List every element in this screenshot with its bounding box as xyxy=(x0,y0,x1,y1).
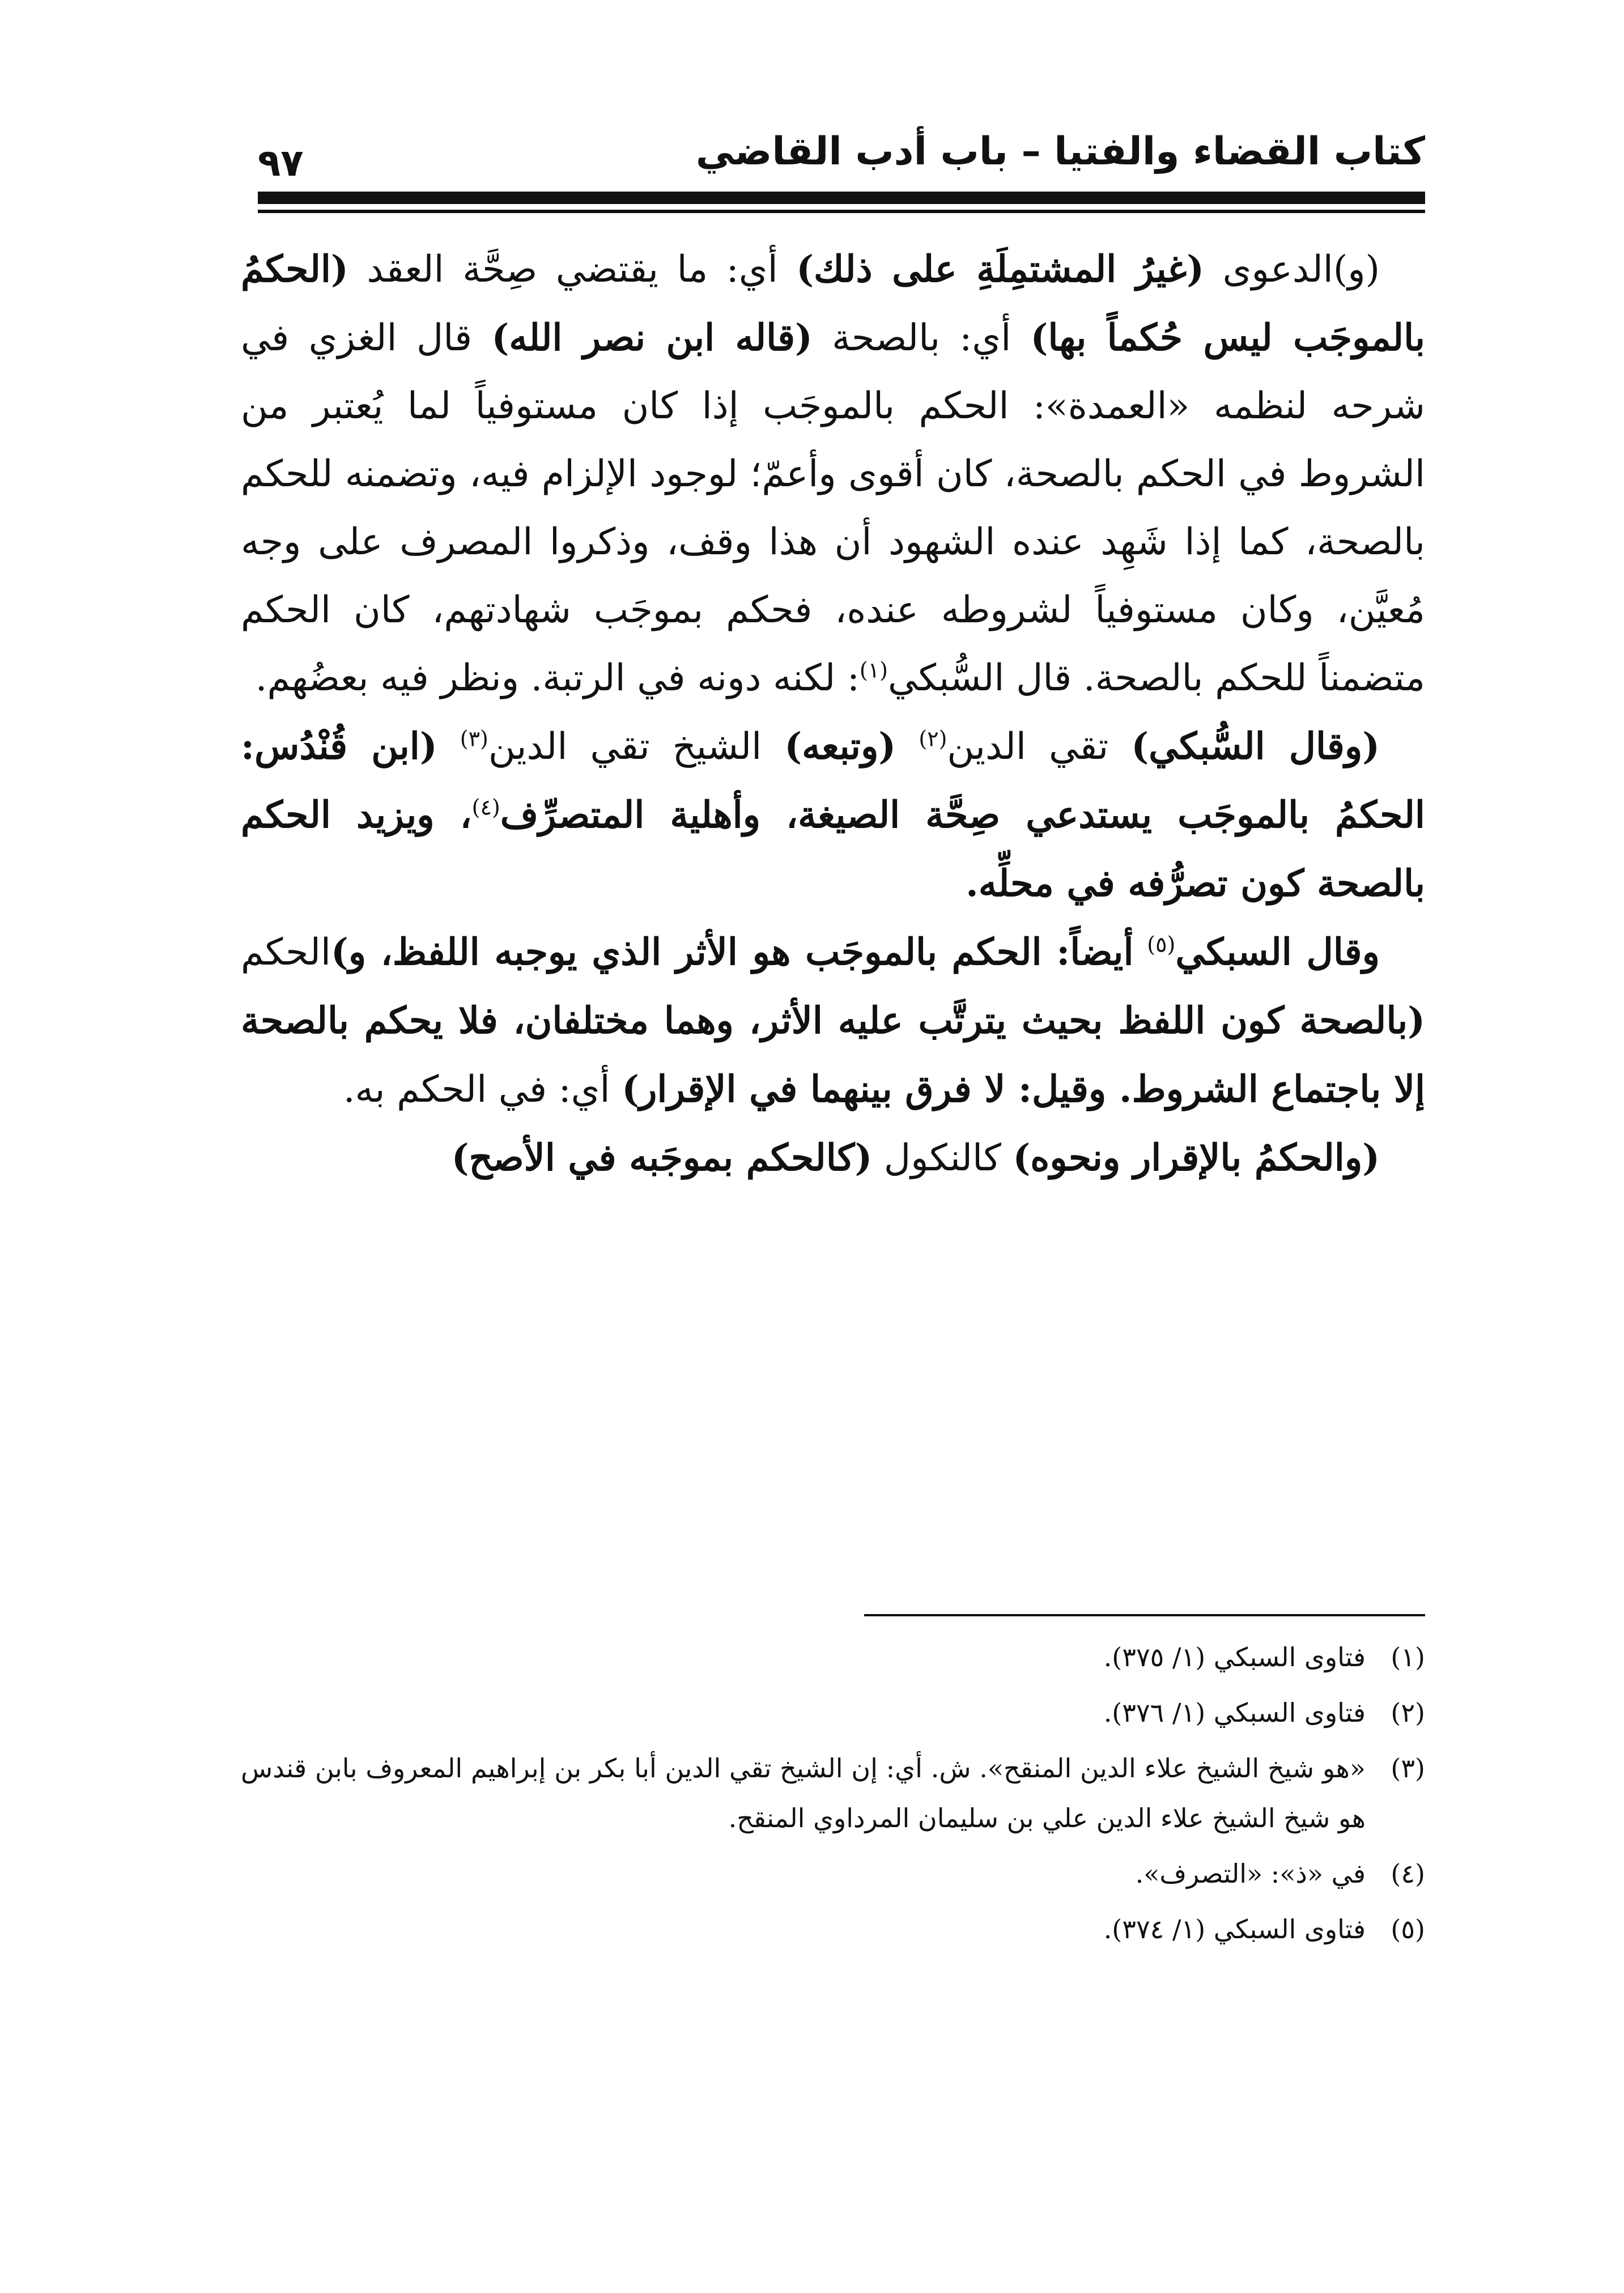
footnote-5 xyxy=(241,1904,1425,1954)
matn-text: (كالحكم بموجَبه في الأصح) xyxy=(451,1136,873,1179)
footnote-number: (٥) xyxy=(1391,1914,1425,1944)
paragraph-2 xyxy=(241,712,1425,918)
matn-text: (وقال السُّبكي) xyxy=(1131,725,1380,768)
text-run: (و)الدعوى xyxy=(1222,248,1380,291)
text-run: تقي الدين xyxy=(947,725,1109,768)
footnotes xyxy=(241,1632,1425,1960)
text-run: أي: بالصحة xyxy=(832,317,1011,359)
matn-text: (وتبعه) xyxy=(784,725,896,768)
footnote-3 xyxy=(241,1743,1425,1843)
matn-text: (والحكمُ بالإقرار ونحوه) xyxy=(1013,1136,1380,1179)
footnote-text: فتاوى السبكي (١/ ٣٧٤). xyxy=(1103,1914,1366,1944)
running-header xyxy=(258,124,1425,185)
main-text xyxy=(241,235,1425,1192)
footnote-text: «هو شيخ الشيخ علاء الدين المنقح». ش. أي: إن الشيخ تقي الدين أبا بكر بن إبراهيم المعروف بابن قندس هو شيخ الشيخ علاء الدين علي بن سليمان المرداوي المنقح. xyxy=(241,1753,1366,1833)
footnote-number: (٣) xyxy=(1391,1753,1425,1784)
matn-text: وقال السبكي xyxy=(1175,931,1380,974)
footnote-number: (٤) xyxy=(1391,1858,1425,1889)
footnote-2 xyxy=(241,1688,1425,1738)
matn-text: ، ويزيد الحكم بالصحة كون تصرُّفه في محلِّه. xyxy=(241,793,1425,905)
footnote-ref[interactable]: (٥) xyxy=(1147,932,1176,957)
text-run: كالنكول xyxy=(883,1137,1001,1179)
footnote-ref[interactable]: (٢) xyxy=(919,726,947,751)
footnote-ref[interactable]: (٣) xyxy=(460,726,488,751)
paragraph-3 xyxy=(241,918,1425,1124)
footnote-ref[interactable]: (١) xyxy=(859,657,888,683)
matn-text: (غيرُ المشتمِلَةِ على ذلك) xyxy=(796,248,1204,291)
header-rule-thin xyxy=(258,210,1425,213)
text-run: قال الغزي في شرحه لنظمه «العمدة»: الحكم بالموجَب إذا كان مستوفياً لما يُعتبر من الشروط في الحكم بالصحة، كان أقوى وأعمّ؛ لوجود الإلزام فيه، وتضمنه للحكم بالصحة، كما إذا شَهِد عنده الشهود أن هذا وقف، وذكروا المصرف على وجه مُعيَّن، وكان مستوفياً لشروطه عنده، فحكم بموجَب شهادتهم، كان الحكم متضمناً للحكم بالصحة. قال السُّبكي xyxy=(241,317,1425,699)
text-run: أي: ما يقتضي صِحَّة العقد xyxy=(367,248,778,291)
footnote-separator xyxy=(864,1614,1425,1616)
matn-text: أيضاً: الحكم بالموجَب هو الأثر الذي يوجبه اللفظ، و) xyxy=(330,931,1134,974)
matn-text: (ابن قُنْدُس: الحكمُ بالموجَب يستدعي صِحَّة الصيغة، وأهلية المتصرِّف xyxy=(241,725,1425,836)
matn-text: (بالصحة كون اللفظ بحيث يترتَّب عليه الأثر، وهما مختلفان، فلا يحكم بالصحة إلا باجتماع الشروط. وقيل: لا فرق بينهما في الإقرار) xyxy=(241,999,1425,1111)
paragraph-4 xyxy=(241,1124,1425,1192)
matn-text: (الحكمُ بالموجَب ليس حُكماً بها) xyxy=(241,248,1425,359)
footnote-ref[interactable]: (٤) xyxy=(471,795,500,820)
text-run: أي: في الحكم به. xyxy=(343,1068,610,1111)
text-run: : لكنه دونه في الرتبة. ونظر فيه بعضُهم. xyxy=(255,657,860,699)
text-run: الشيخ تقي الدين xyxy=(488,725,762,768)
footnote-4 xyxy=(241,1849,1425,1899)
footnote-number: (١) xyxy=(1391,1642,1425,1672)
chapter-title: كتاب القضاء والفتيا – باب أدب القاضي xyxy=(695,129,1425,174)
header-rule-thick xyxy=(258,192,1425,204)
page-number: ٩٧ xyxy=(258,141,304,185)
text-run: الحكم xyxy=(241,931,331,974)
footnote-text: فتاوى السبكي (١/ ٣٧٦). xyxy=(1103,1697,1366,1728)
matn-text: (قاله ابن نصر الله) xyxy=(491,316,813,359)
footnote-1 xyxy=(241,1632,1425,1682)
paragraph-1 xyxy=(241,235,1425,712)
footnote-number: (٢) xyxy=(1391,1697,1425,1728)
footnote-text: فتاوى السبكي (١/ ٣٧٥). xyxy=(1103,1642,1366,1672)
footnote-text: في «ذ»: «التصرف». xyxy=(1135,1858,1366,1889)
